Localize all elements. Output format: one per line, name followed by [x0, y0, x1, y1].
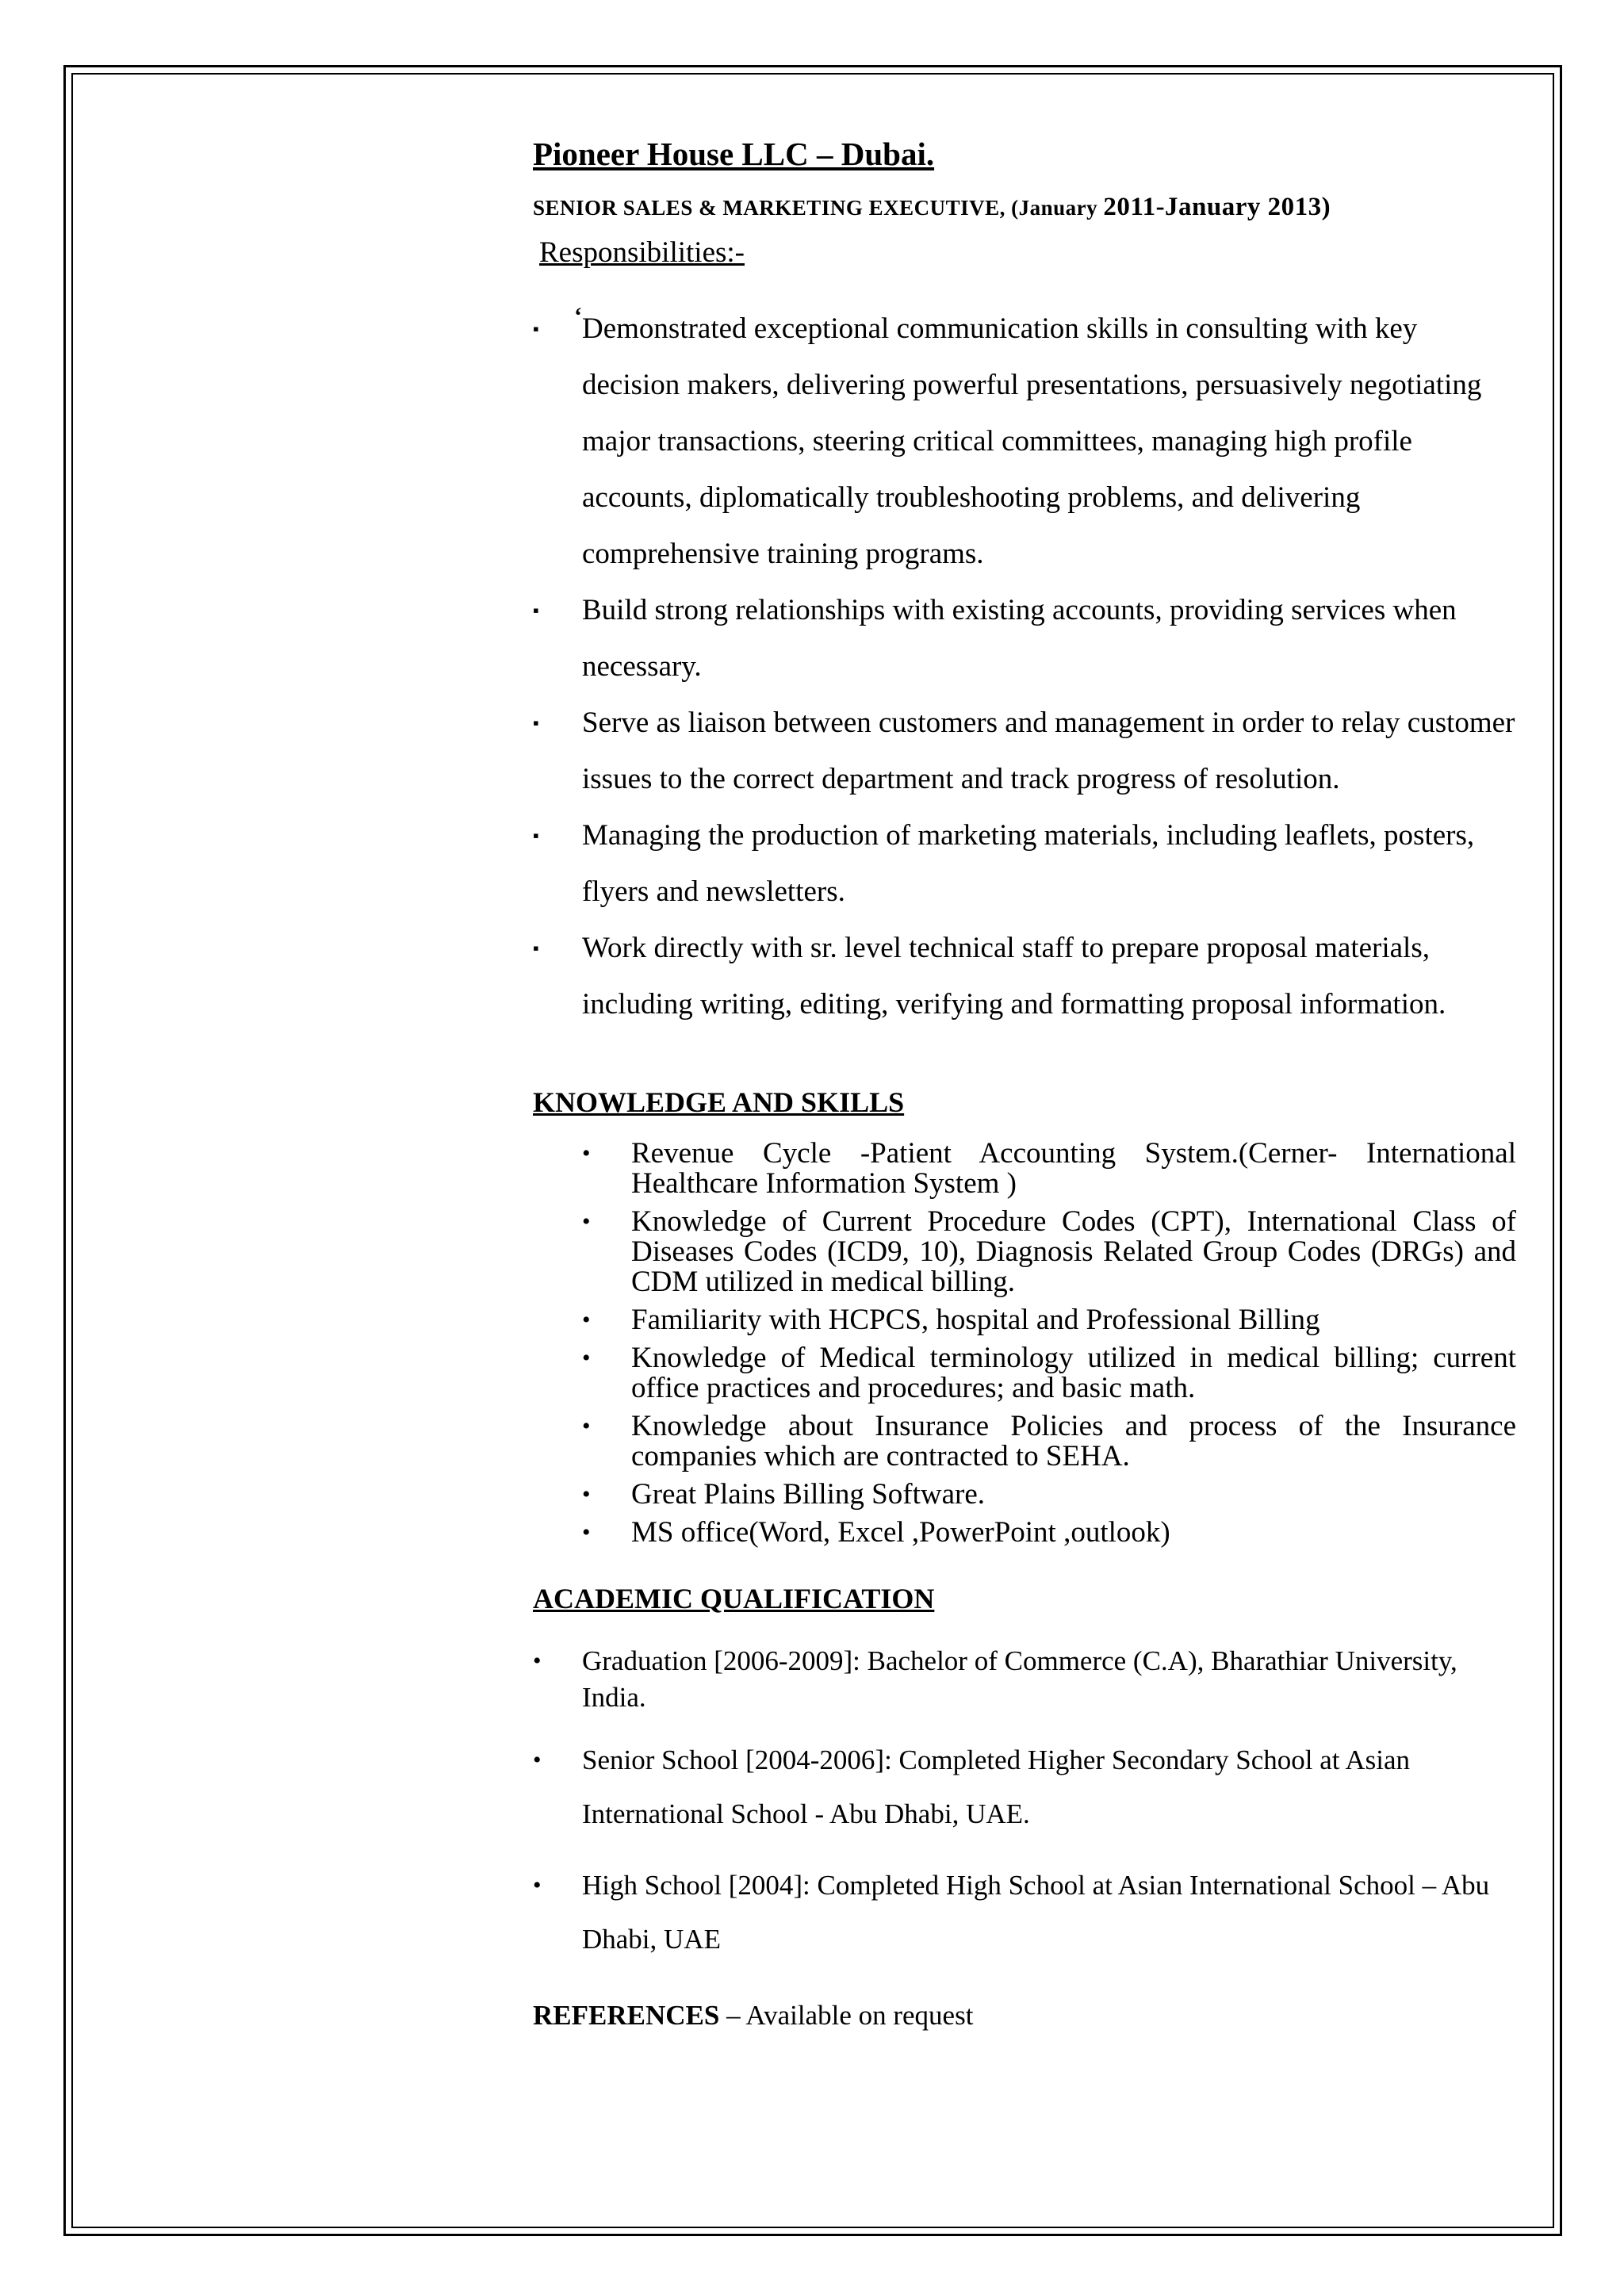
job-title: SENIOR SALES & MARKETING EXECUTIVE,: [533, 196, 1005, 220]
list-item: • Revenue Cycle -Patient Accounting System.(Cerner- International Healthcare Information System ): [582, 1137, 1516, 1200]
list-item: ▪ Demonstrated exceptional communication skills in consulting with key decision makers, delivering powerful presentations, persuasively negotiating major transactions, steering critical committees, managing high profile accounts, diplomatically troubleshooting problems, and delivering comprehensive training programs.: [533, 301, 1516, 582]
job-date-open: (January: [1011, 196, 1098, 220]
square-bullet-icon: ▪: [533, 713, 539, 733]
company-heading: Pioneer House LLC – Dubai.: [533, 136, 935, 172]
dot-bullet-icon: •: [582, 1345, 591, 1371]
list-item: ▪ Build strong relationships with existing accounts, providing services when necessary.: [533, 582, 1516, 695]
list-item: ▪ Managing the production of marketing materials, including leaflets, posters, flyers and newsletters.: [533, 807, 1516, 920]
square-bullet-icon: ▪: [533, 938, 539, 958]
dot-bullet-icon: •: [533, 1648, 542, 1674]
list-item: ▪ Work directly with sr. level technical staff to prepare proposal materials, including writing, editing, verifying and formatting proposal information.: [533, 920, 1516, 1032]
resume-content: [533, 135, 1516, 2033]
references-label: REFERENCES: [533, 2000, 720, 2031]
list-item: • Knowledge of Current Procedure Codes (CPT), International Class of Diseases Codes (ICD9, 10), Diagnosis Related Group Codes (DRGs) and CDM utilized in medical billing.: [582, 1205, 1516, 1298]
academic-heading: ACADEMIC QUALIFICATION: [533, 1583, 935, 1614]
references-text: – Available on request: [719, 2000, 974, 2031]
references-line: [533, 1998, 1516, 2033]
list-item: • MS office(Word, Excel ,PowerPoint ,outlook): [582, 1516, 1170, 1549]
dot-bullet-icon: •: [582, 1140, 591, 1166]
square-bullet-icon: ▪: [533, 600, 539, 620]
list-item: • Knowledge of Medical terminology utilized in medical billing; current office practices and procedures; and basic math.: [582, 1342, 1516, 1404]
list-item: • Senior School [2004-2006]: Completed Higher Secondary School at Asian International School - Abu Dhabi, UAE.: [533, 1733, 1516, 1841]
list-item: • High School [2004]: Completed High School at Asian International School – Abu Dhabi, UAE: [533, 1859, 1516, 1967]
job-date-range: 2011-January 2013): [1103, 193, 1331, 221]
dot-bullet-icon: •: [582, 1519, 591, 1545]
square-bullet-icon: ▪: [533, 825, 539, 845]
responsibilities-label: Responsibilities:-: [539, 236, 745, 269]
list-item: • Great Plains Billing Software.: [582, 1478, 985, 1511]
tick-mark: ʻ: [574, 303, 582, 329]
square-bullet-icon: ▪: [533, 319, 539, 339]
academic-list: [533, 1643, 1516, 1967]
dot-bullet-icon: •: [582, 1307, 591, 1333]
dot-bullet-icon: •: [582, 1208, 591, 1235]
list-item: • Knowledge about Insurance Policies and process of the Insurance companies which are contracted to SEHA.: [582, 1410, 1516, 1473]
list-item: ▪ Serve as liaison between customers and management in order to relay customer issues to the correct department and track progress of resolution.: [533, 695, 1516, 807]
responsibilities-list: [533, 301, 1516, 1032]
job-title-line: [533, 192, 1516, 223]
skills-list: [533, 1139, 1516, 1548]
skills-heading: KNOWLEDGE AND SKILLS: [533, 1086, 905, 1118]
dot-bullet-icon: •: [582, 1481, 591, 1507]
list-item: • Familiarity with HCPCS, hospital and Professional Billing: [582, 1304, 1320, 1336]
dot-bullet-icon: •: [582, 1413, 591, 1439]
dot-bullet-icon: •: [533, 1872, 542, 1898]
list-item: • Graduation [2006-2009]: Bachelor of Commerce (C.A), Bharathiar University, India.: [533, 1643, 1516, 1716]
dot-bullet-icon: •: [533, 1747, 542, 1773]
